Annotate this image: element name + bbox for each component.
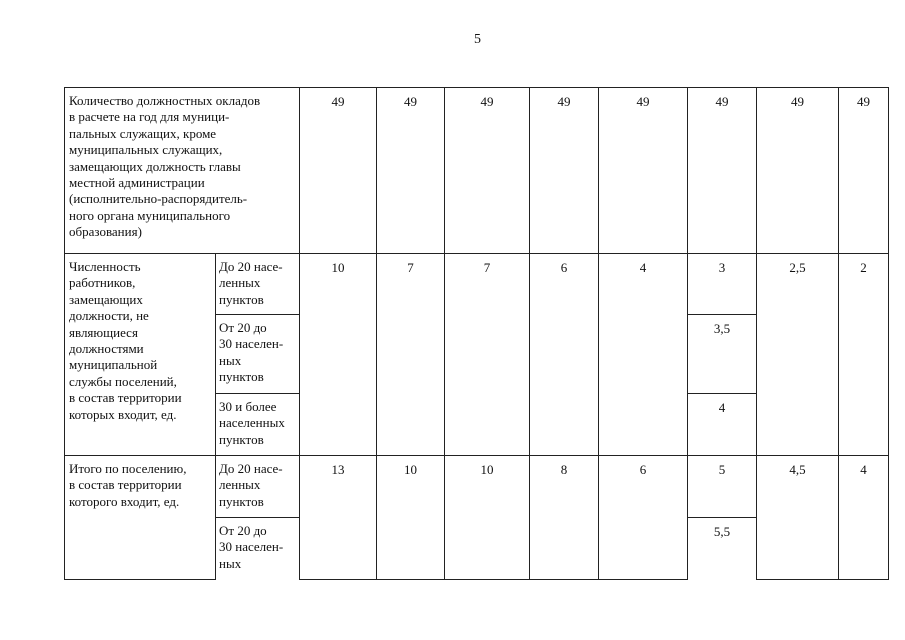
table-cell: 49 <box>839 88 889 254</box>
subrow-label: От 20 до 30 населен- ных пунктов <box>216 315 300 394</box>
table-cell: 13 <box>300 456 377 580</box>
table-cell: 4 <box>599 254 688 456</box>
table-cell: 6 <box>599 456 688 580</box>
row-staff-count-label <box>65 254 216 456</box>
row-settlement-total-label <box>65 456 216 580</box>
staffing-norms-table <box>64 87 889 580</box>
table-cell: 2 <box>839 254 889 456</box>
row-official-salaries-label <box>65 88 300 254</box>
row-settlement-total <box>65 456 889 518</box>
label-lines: Итого по поселению, в состав территории которого входит, ед. <box>69 461 187 509</box>
table-cell: 10 <box>377 456 445 580</box>
page-number: 5 <box>474 32 481 47</box>
table-cell: 3 <box>688 254 757 315</box>
table-cell: 49 <box>300 88 377 254</box>
label-lines: Численность работников, замещающих должности, не являющиеся должностями муниципальной службы поселений, в состав территории которых входит, ед. <box>69 259 182 422</box>
table-cell: 2,5 <box>757 254 839 456</box>
table-cell: 4 <box>839 456 889 580</box>
subrow-label: 30 и более населенных пунктов <box>216 394 300 456</box>
table-cell: 10 <box>300 254 377 456</box>
table-cell: 49 <box>377 88 445 254</box>
label-lines: Количество должностных окладов в расчете на год для муници- пальных служащих, кроме муниципальных служащих, замещающих должность главы местной администрации (исполнительно-распорядитель- ного органа муниципального образования) <box>69 93 261 240</box>
row-staff-count <box>65 254 889 315</box>
table-cell: 7 <box>445 254 530 456</box>
table-cell: 49 <box>688 88 757 254</box>
table-cell: 49 <box>530 88 599 254</box>
table-cell: 5 <box>688 456 757 518</box>
subrow-label: До 20 насе- ленных пунктов <box>216 456 300 518</box>
table-cell: 3,5 <box>688 315 757 394</box>
table-cell: 49 <box>599 88 688 254</box>
table-cell: 7 <box>377 254 445 456</box>
subrow-label: До 20 насе- ленных пунктов <box>216 254 300 315</box>
table-cell: 6 <box>530 254 599 456</box>
table-cell: 10 <box>445 456 530 580</box>
table-cell: 8 <box>530 456 599 580</box>
row-official-salaries <box>65 88 889 254</box>
table-cell: 49 <box>445 88 530 254</box>
table-cell: 5,5 <box>688 518 757 580</box>
table-cell: 4 <box>688 394 757 456</box>
table-cell: 4,5 <box>757 456 839 580</box>
subrow-label: От 20 до 30 населен- ных <box>216 518 300 580</box>
table-cell: 49 <box>757 88 839 254</box>
